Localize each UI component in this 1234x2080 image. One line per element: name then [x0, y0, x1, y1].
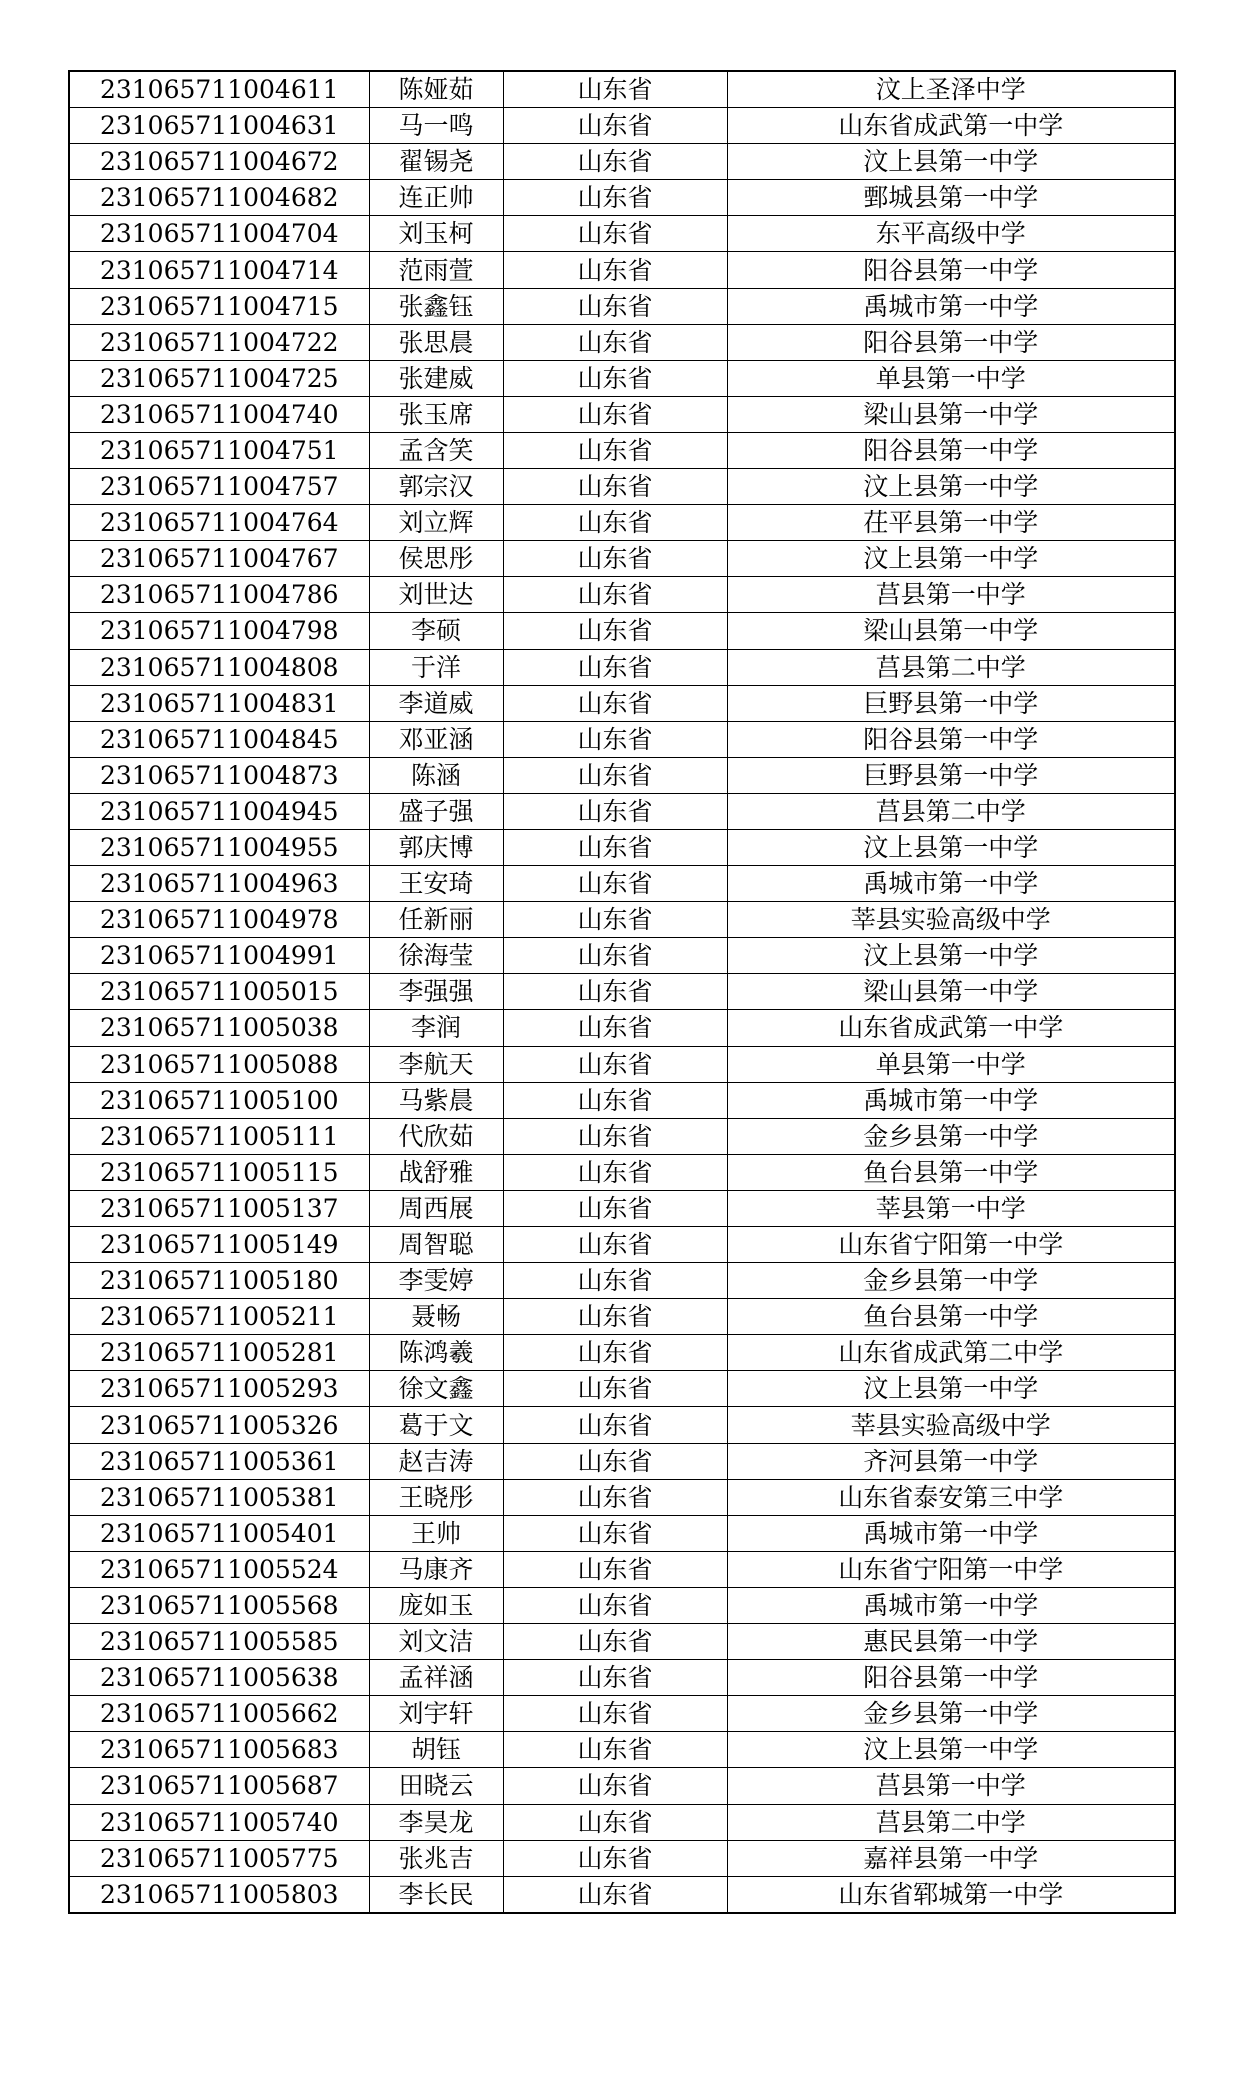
province-cell: 山东省: [503, 974, 727, 1010]
school-name-cell: 莘县实验高级中学: [727, 1407, 1175, 1443]
province-cell: 山东省: [503, 1515, 727, 1551]
table-row: [69, 1335, 1175, 1371]
exam-id-cell: 231065711004725: [69, 360, 369, 396]
school-name-cell: 鱼台县第一中学: [727, 1154, 1175, 1190]
school-name-cell: 山东省成武第二中学: [727, 1335, 1175, 1371]
student-name-cell: 刘世达: [369, 577, 503, 613]
exam-id-cell: 231065711005149: [69, 1227, 369, 1263]
student-name-cell: 马康齐: [369, 1551, 503, 1587]
school-name-cell: 莒县第一中学: [727, 1768, 1175, 1804]
exam-id-cell: 231065711004991: [69, 938, 369, 974]
student-name-cell: 王帅: [369, 1515, 503, 1551]
school-name-cell: 单县第一中学: [727, 360, 1175, 396]
exam-id-cell: 231065711005115: [69, 1154, 369, 1190]
school-name-cell: 汶上县第一中学: [727, 938, 1175, 974]
student-name-cell: 李硕: [369, 613, 503, 649]
student-name-cell: 周西展: [369, 1190, 503, 1226]
exam-id-cell: 231065711005803: [69, 1876, 369, 1913]
table-row: [69, 1660, 1175, 1696]
student-name-cell: 王晓彤: [369, 1479, 503, 1515]
table-row: [69, 1407, 1175, 1443]
student-name-cell: 张建威: [369, 360, 503, 396]
exam-id-cell: 231065711005585: [69, 1624, 369, 1660]
student-name-cell: 陈涵: [369, 757, 503, 793]
table-row: [69, 1299, 1175, 1335]
province-cell: 山东省: [503, 1696, 727, 1732]
school-name-cell: 禹城市第一中学: [727, 1082, 1175, 1118]
student-name-cell: 郭宗汉: [369, 469, 503, 505]
student-name-cell: 马紫晨: [369, 1082, 503, 1118]
province-cell: 山东省: [503, 1587, 727, 1623]
province-cell: 山东省: [503, 469, 727, 505]
student-name-cell: 刘立辉: [369, 505, 503, 541]
province-cell: 山东省: [503, 1046, 727, 1082]
exam-id-cell: 231065711005687: [69, 1768, 369, 1804]
student-name-cell: 刘玉柯: [369, 216, 503, 252]
exam-id-cell: 231065711005180: [69, 1263, 369, 1299]
school-name-cell: 汶上圣泽中学: [727, 71, 1175, 108]
province-cell: 山东省: [503, 613, 727, 649]
table-row: [69, 829, 1175, 865]
school-name-cell: 莘县实验高级中学: [727, 902, 1175, 938]
province-cell: 山东省: [503, 1010, 727, 1046]
school-name-cell: 齐河县第一中学: [727, 1443, 1175, 1479]
province-cell: 山东省: [503, 144, 727, 180]
table-row: [69, 577, 1175, 613]
student-name-cell: 翟锡尧: [369, 144, 503, 180]
exam-id-cell: 231065711005568: [69, 1587, 369, 1623]
province-cell: 山东省: [503, 505, 727, 541]
exam-id-cell: 231065711004786: [69, 577, 369, 613]
table-row: [69, 252, 1175, 288]
province-cell: 山东省: [503, 829, 727, 865]
exam-id-cell: 231065711005088: [69, 1046, 369, 1082]
school-name-cell: 梁山县第一中学: [727, 613, 1175, 649]
table-row: [69, 1515, 1175, 1551]
province-cell: 山东省: [503, 1660, 727, 1696]
student-name-cell: 李道威: [369, 685, 503, 721]
table-row: [69, 1443, 1175, 1479]
table-row: [69, 1371, 1175, 1407]
student-name-cell: 李润: [369, 1010, 503, 1046]
exam-id-cell: 231065711004722: [69, 324, 369, 360]
table-row: [69, 649, 1175, 685]
student-name-cell: 李强强: [369, 974, 503, 1010]
table-row: [69, 1010, 1175, 1046]
student-name-cell: 盛子强: [369, 793, 503, 829]
exam-id-cell: 231065711005740: [69, 1804, 369, 1840]
province-cell: 山东省: [503, 1335, 727, 1371]
table-row: [69, 469, 1175, 505]
student-name-cell: 于洋: [369, 649, 503, 685]
student-name-cell: 刘宇轩: [369, 1696, 503, 1732]
exam-id-cell: 231065711005775: [69, 1840, 369, 1876]
province-cell: 山东省: [503, 1227, 727, 1263]
table-row: [69, 1227, 1175, 1263]
province-cell: 山东省: [503, 396, 727, 432]
exam-id-cell: 231065711004704: [69, 216, 369, 252]
table-row: [69, 866, 1175, 902]
table-row: [69, 793, 1175, 829]
school-name-cell: 莒县第二中学: [727, 649, 1175, 685]
exam-id-cell: 231065711004751: [69, 432, 369, 468]
school-name-cell: 梁山县第一中学: [727, 396, 1175, 432]
exam-id-cell: 231065711004831: [69, 685, 369, 721]
school-name-cell: 汶上县第一中学: [727, 541, 1175, 577]
table-row: [69, 396, 1175, 432]
table-row: [69, 144, 1175, 180]
school-name-cell: 山东省宁阳第一中学: [727, 1227, 1175, 1263]
roster-table: [68, 70, 1176, 1914]
province-cell: 山东省: [503, 216, 727, 252]
school-name-cell: 山东省宁阳第一中学: [727, 1551, 1175, 1587]
school-name-cell: 禹城市第一中学: [727, 288, 1175, 324]
province-cell: 山东省: [503, 1443, 727, 1479]
exam-id-cell: 231065711004764: [69, 505, 369, 541]
school-name-cell: 汶上县第一中学: [727, 1371, 1175, 1407]
student-name-cell: 郭庆博: [369, 829, 503, 865]
table-row: [69, 721, 1175, 757]
school-name-cell: 阳谷县第一中学: [727, 721, 1175, 757]
student-name-cell: 胡钰: [369, 1732, 503, 1768]
exam-id-cell: 231065711004740: [69, 396, 369, 432]
student-name-cell: 代欣茹: [369, 1118, 503, 1154]
province-cell: 山东省: [503, 866, 727, 902]
student-name-cell: 陈鸿羲: [369, 1335, 503, 1371]
school-name-cell: 巨野县第一中学: [727, 757, 1175, 793]
table-row: [69, 1551, 1175, 1587]
province-cell: 山东省: [503, 541, 727, 577]
school-name-cell: 禹城市第一中学: [727, 866, 1175, 902]
student-name-cell: 张玉席: [369, 396, 503, 432]
province-cell: 山东省: [503, 252, 727, 288]
student-name-cell: 邓亚涵: [369, 721, 503, 757]
exam-id-cell: 231065711005638: [69, 1660, 369, 1696]
province-cell: 山东省: [503, 1768, 727, 1804]
province-cell: 山东省: [503, 108, 727, 144]
school-name-cell: 巨野县第一中学: [727, 685, 1175, 721]
exam-id-cell: 231065711005361: [69, 1443, 369, 1479]
student-name-cell: 徐海莹: [369, 938, 503, 974]
table-row: [69, 180, 1175, 216]
student-name-cell: 张思晨: [369, 324, 503, 360]
table-row: [69, 288, 1175, 324]
exam-id-cell: 231065711005038: [69, 1010, 369, 1046]
exam-id-cell: 231065711005281: [69, 1335, 369, 1371]
exam-id-cell: 231065711004757: [69, 469, 369, 505]
school-name-cell: 莘县第一中学: [727, 1190, 1175, 1226]
province-cell: 山东省: [503, 685, 727, 721]
province-cell: 山东省: [503, 1551, 727, 1587]
province-cell: 山东省: [503, 1804, 727, 1840]
school-name-cell: 山东省郓城第一中学: [727, 1876, 1175, 1913]
school-name-cell: 惠民县第一中学: [727, 1624, 1175, 1660]
exam-id-cell: 231065711004631: [69, 108, 369, 144]
student-name-cell: 李航天: [369, 1046, 503, 1082]
exam-id-cell: 231065711005211: [69, 1299, 369, 1335]
table-row: [69, 108, 1175, 144]
province-cell: 山东省: [503, 180, 727, 216]
student-name-cell: 王安琦: [369, 866, 503, 902]
exam-id-cell: 231065711004672: [69, 144, 369, 180]
student-name-cell: 周智聪: [369, 1227, 503, 1263]
roster-table-body: [69, 71, 1175, 1913]
exam-id-cell: 231065711004682: [69, 180, 369, 216]
school-name-cell: 阳谷县第一中学: [727, 252, 1175, 288]
table-row: [69, 938, 1175, 974]
student-name-cell: 连正帅: [369, 180, 503, 216]
school-name-cell: 茌平县第一中学: [727, 505, 1175, 541]
province-cell: 山东省: [503, 721, 727, 757]
student-name-cell: 战舒雅: [369, 1154, 503, 1190]
student-name-cell: 聂畅: [369, 1299, 503, 1335]
student-name-cell: 张鑫钰: [369, 288, 503, 324]
table-row: [69, 685, 1175, 721]
province-cell: 山东省: [503, 1263, 727, 1299]
school-name-cell: 阳谷县第一中学: [727, 1660, 1175, 1696]
province-cell: 山东省: [503, 649, 727, 685]
table-row: [69, 1732, 1175, 1768]
province-cell: 山东省: [503, 71, 727, 108]
table-row: [69, 1263, 1175, 1299]
table-row: [69, 1840, 1175, 1876]
student-name-cell: 李昊龙: [369, 1804, 503, 1840]
table-row: [69, 1768, 1175, 1804]
student-name-cell: 范雨萱: [369, 252, 503, 288]
table-row: [69, 974, 1175, 1010]
table-row: [69, 1479, 1175, 1515]
exam-id-cell: 231065711004945: [69, 793, 369, 829]
table-row: [69, 432, 1175, 468]
student-name-cell: 李雯婷: [369, 1263, 503, 1299]
exam-id-cell: 231065711005401: [69, 1515, 369, 1551]
table-row: [69, 1624, 1175, 1660]
table-row: [69, 902, 1175, 938]
exam-id-cell: 231065711004767: [69, 541, 369, 577]
school-name-cell: 嘉祥县第一中学: [727, 1840, 1175, 1876]
student-name-cell: 李长民: [369, 1876, 503, 1913]
exam-id-cell: 231065711005381: [69, 1479, 369, 1515]
exam-id-cell: 231065711004715: [69, 288, 369, 324]
school-name-cell: 鄄城县第一中学: [727, 180, 1175, 216]
school-name-cell: 鱼台县第一中学: [727, 1299, 1175, 1335]
school-name-cell: 汶上县第一中学: [727, 144, 1175, 180]
table-row: [69, 1082, 1175, 1118]
exam-id-cell: 231065711004798: [69, 613, 369, 649]
province-cell: 山东省: [503, 793, 727, 829]
school-name-cell: 莒县第二中学: [727, 1804, 1175, 1840]
school-name-cell: 阳谷县第一中学: [727, 324, 1175, 360]
province-cell: 山东省: [503, 1154, 727, 1190]
province-cell: 山东省: [503, 1840, 727, 1876]
school-name-cell: 金乡县第一中学: [727, 1118, 1175, 1154]
student-name-cell: 赵吉涛: [369, 1443, 503, 1479]
table-row: [69, 541, 1175, 577]
student-name-cell: 田晓云: [369, 1768, 503, 1804]
school-name-cell: 莒县第二中学: [727, 793, 1175, 829]
exam-id-cell: 231065711004808: [69, 649, 369, 685]
province-cell: 山东省: [503, 324, 727, 360]
student-name-cell: 庞如玉: [369, 1587, 503, 1623]
province-cell: 山东省: [503, 1624, 727, 1660]
table-row: [69, 1587, 1175, 1623]
student-name-cell: 马一鸣: [369, 108, 503, 144]
table-row: [69, 360, 1175, 396]
table-row: [69, 1876, 1175, 1913]
school-name-cell: 单县第一中学: [727, 1046, 1175, 1082]
exam-id-cell: 231065711005100: [69, 1082, 369, 1118]
table-row: [69, 1804, 1175, 1840]
province-cell: 山东省: [503, 1876, 727, 1913]
table-row: [69, 757, 1175, 793]
province-cell: 山东省: [503, 1371, 727, 1407]
exam-id-cell: 231065711004714: [69, 252, 369, 288]
school-name-cell: 东平高级中学: [727, 216, 1175, 252]
table-row: [69, 1154, 1175, 1190]
student-name-cell: 侯思彤: [369, 541, 503, 577]
student-name-cell: 任新丽: [369, 902, 503, 938]
student-name-cell: 张兆吉: [369, 1840, 503, 1876]
table-row: [69, 1118, 1175, 1154]
table-row: [69, 1696, 1175, 1732]
exam-id-cell: 231065711005662: [69, 1696, 369, 1732]
student-name-cell: 葛于文: [369, 1407, 503, 1443]
school-name-cell: 山东省成武第一中学: [727, 108, 1175, 144]
school-name-cell: 汶上县第一中学: [727, 469, 1175, 505]
exam-id-cell: 231065711005137: [69, 1190, 369, 1226]
province-cell: 山东省: [503, 288, 727, 324]
student-name-cell: 陈娅茹: [369, 71, 503, 108]
province-cell: 山东省: [503, 902, 727, 938]
student-name-cell: 刘文洁: [369, 1624, 503, 1660]
school-name-cell: 梁山县第一中学: [727, 974, 1175, 1010]
school-name-cell: 金乡县第一中学: [727, 1263, 1175, 1299]
school-name-cell: 汶上县第一中学: [727, 1732, 1175, 1768]
province-cell: 山东省: [503, 432, 727, 468]
exam-id-cell: 231065711004611: [69, 71, 369, 108]
exam-id-cell: 231065711005111: [69, 1118, 369, 1154]
exam-id-cell: 231065711005683: [69, 1732, 369, 1768]
school-name-cell: 禹城市第一中学: [727, 1587, 1175, 1623]
province-cell: 山东省: [503, 1479, 727, 1515]
table-row: [69, 216, 1175, 252]
exam-id-cell: 231065711005015: [69, 974, 369, 1010]
school-name-cell: 汶上县第一中学: [727, 829, 1175, 865]
student-name-cell: 徐文鑫: [369, 1371, 503, 1407]
school-name-cell: 禹城市第一中学: [727, 1515, 1175, 1551]
exam-id-cell: 231065711005326: [69, 1407, 369, 1443]
province-cell: 山东省: [503, 1190, 727, 1226]
school-name-cell: 阳谷县第一中学: [727, 432, 1175, 468]
table-row: [69, 324, 1175, 360]
province-cell: 山东省: [503, 1299, 727, 1335]
province-cell: 山东省: [503, 360, 727, 396]
school-name-cell: 金乡县第一中学: [727, 1696, 1175, 1732]
table-row: [69, 613, 1175, 649]
table-row: [69, 505, 1175, 541]
exam-id-cell: 231065711004873: [69, 757, 369, 793]
student-name-cell: 孟祥涵: [369, 1660, 503, 1696]
school-name-cell: 山东省成武第一中学: [727, 1010, 1175, 1046]
province-cell: 山东省: [503, 1082, 727, 1118]
exam-id-cell: 231065711004955: [69, 829, 369, 865]
province-cell: 山东省: [503, 1732, 727, 1768]
exam-id-cell: 231065711005293: [69, 1371, 369, 1407]
province-cell: 山东省: [503, 577, 727, 613]
province-cell: 山东省: [503, 1118, 727, 1154]
province-cell: 山东省: [503, 938, 727, 974]
exam-id-cell: 231065711004845: [69, 721, 369, 757]
table-row: [69, 1046, 1175, 1082]
table-row: [69, 71, 1175, 108]
province-cell: 山东省: [503, 757, 727, 793]
table-row: [69, 1190, 1175, 1226]
school-name-cell: 莒县第一中学: [727, 577, 1175, 613]
school-name-cell: 山东省泰安第三中学: [727, 1479, 1175, 1515]
exam-id-cell: 231065711005524: [69, 1551, 369, 1587]
exam-id-cell: 231065711004963: [69, 866, 369, 902]
student-name-cell: 孟含笑: [369, 432, 503, 468]
province-cell: 山东省: [503, 1407, 727, 1443]
exam-id-cell: 231065711004978: [69, 902, 369, 938]
